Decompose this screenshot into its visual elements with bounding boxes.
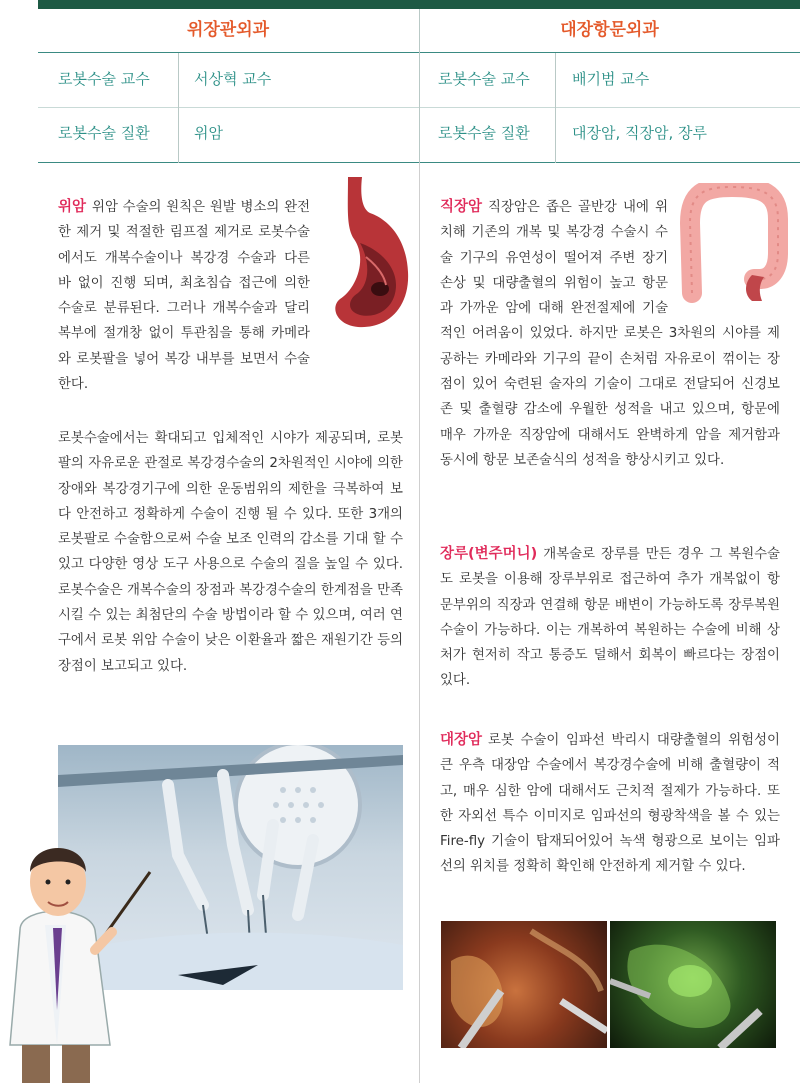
dept-title-gastro: 위장관외과 <box>186 20 270 40</box>
department-table <box>38 9 800 163</box>
row-label-disease: 로봇수술 질환 <box>438 124 530 142</box>
row-value-disease: 위암 <box>194 124 223 142</box>
fluorescence-view-photo <box>610 921 776 1048</box>
table-col-line <box>178 53 179 163</box>
keyword-rectal-cancer: 직장암 <box>440 199 483 215</box>
paragraph-text: 로봇 수술이 임파선 박리시 대량출혈의 위험성이 큰 우측 대장암 수술에서 복강경수술에 비해 출혈량이 적고, 매우 심한 암에 대해서도 근치적 절제가 가능하다. 또한 자외선 특수 이미지로 임파선의 형광착색을 볼 수 있는 Fire-fly 기술이 탑재되어있어 녹색 형광으로 보이는 임파선의 위치를 정확히 확인해 안전하게 제거할 수 있다. <box>440 733 781 875</box>
rectal-cancer-paragraph <box>440 195 780 473</box>
paragraph-text: 개복술로 장루를 만든 경우 그 복원수술도 로봇을 이용해 장루부위로 접근하여 추가 개복없이 항문부위의 직장과 연결해 항문 배변이 가능하도록 장루복원수술이 가능하다. 이는 개복하여 복원하는 수술에 비해 상처가 현저히 작고 통증도 덜해서 회복이 빠르다는 장점이 있다. <box>440 547 780 689</box>
row-value-professor: 서상혁 교수 <box>194 70 272 88</box>
paragraph-text: 위암 수술의 원칙은 원발 병소의 완전한 제거 및 적절한 림프절 제거로 로봇수술에서도 개복수술이나 복강경 수술과 다른 바 없이 진행 되며, 최초침습 접근에 의한 수술로 분류된다. 그러나 개복수술과 달리 복부에 절개창 없이 투관침을 통해 카메라와 로봇팔을 넣어 복강 내부를 보면서 수술한다. <box>58 200 310 393</box>
colon-cancer-paragraph <box>440 728 780 880</box>
row-value-professor: 배기범 교수 <box>572 70 650 88</box>
keyword-colon-cancer: 대장암 <box>440 732 483 748</box>
stomach-cancer-paragraph <box>58 195 403 397</box>
column-divider <box>419 163 420 1083</box>
colon-illustration <box>674 183 792 303</box>
keyword-stoma: 장루(변주머니) <box>440 546 538 562</box>
paragraph-text: 직장암은 좁은 골반강 내에 위치해 기존의 개복 및 복강경 수술시 수술 기구의 유연성이 떨어져 주변 장기손상 및 대량출혈의 위험이 높고 항문과 가까운 암에 대해 완전절제에 기술적인 어려움이 있었다. 하지만 로봇은 3차원의 시야를 제공하는 카메라와 기구의 끝이 손처럼 자유로이 꺾이는 장점이 있어 숙련된 술자의 기술이 그대로 전달되어 신경보존 및 출혈량 감소에 우월한 성적을 내고 있으며, 항문에 매우 가까운 직장암에 대해서도 완벽하게 암을 제거함과 동시에 항문 보존술식의 성적을 향상시키고 있다. <box>440 200 780 468</box>
row-label-professor: 로봇수술 교수 <box>438 70 530 88</box>
robot-surgery-benefits-paragraph: 로봇수술에서는 확대되고 입체적인 시야가 제공되며, 로봇팔의 자유로운 관절로 복강경수술의 2차원적인 시야에 의한 장애와 복강경기구에 의한 운동범위의 제한을 극복하여 보다 안전하고 정확하게 수술이 진행 될 수 있다. 또한 3개의 로봇팔로 수술함으로써 수술 보조 인력의 감소를 기대 할 수 있고 다양한 영상 도구 사용으로 수술의 질을 높일 수 있다. 로봇수술은 개복수술의 장점과 복강경수술의 한계점을 만족 시킬 수 있는 최첨단의 수술 방법이라 할 수 있으며, 여러 연구에서 로봇 위암 수술이 낮은 이환율과 짧은 재원기간 등의 장점이 보고되고 있다. <box>58 431 403 674</box>
stomach-illustration <box>318 177 413 347</box>
dept-title-colorectal: 대장항문외과 <box>560 20 659 40</box>
doctor-illustration <box>0 810 160 1083</box>
row-label-disease: 로봇수술 질환 <box>58 124 150 142</box>
row-label-professor: 로봇수술 교수 <box>58 70 150 88</box>
surgical-view-photo <box>441 921 607 1048</box>
keyword-stomach-cancer: 위암 <box>58 199 87 215</box>
stoma-paragraph <box>440 542 780 694</box>
row-value-disease: 대장암, 직장암, 장루 <box>572 124 707 142</box>
table-center-line <box>419 9 420 163</box>
top-accent-bar <box>38 0 800 9</box>
table-col-line <box>555 53 556 163</box>
